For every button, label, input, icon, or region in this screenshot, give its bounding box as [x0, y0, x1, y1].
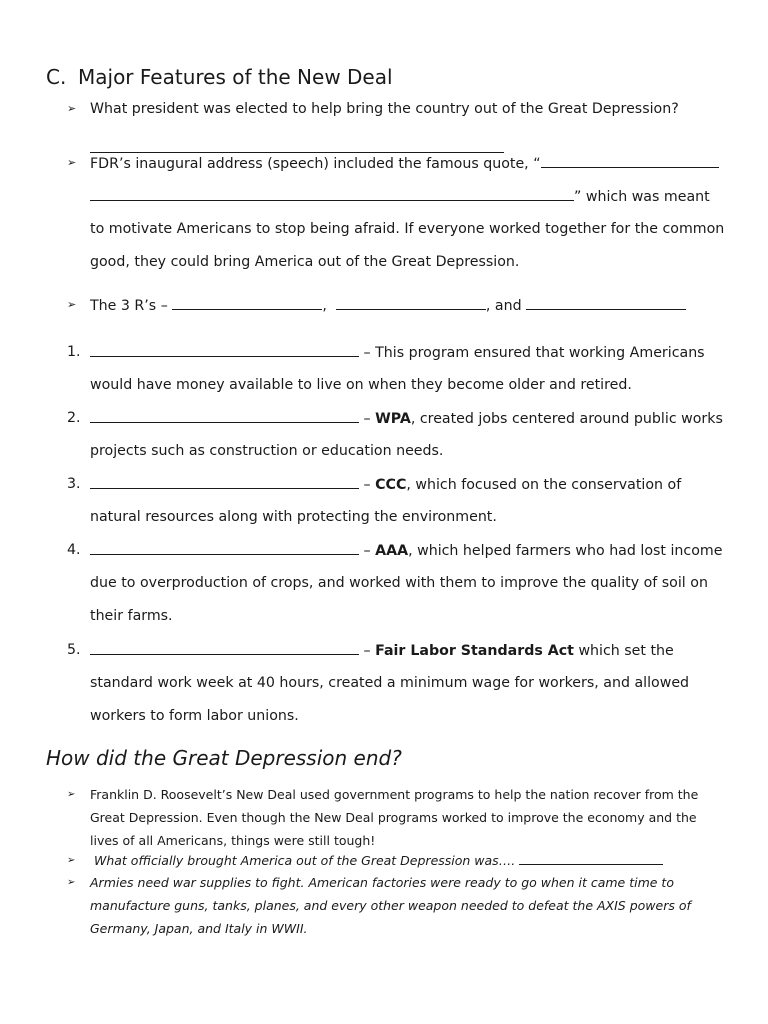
arrow-bullet-icon: ➢ [67, 877, 76, 888]
question-president: What president was elected to help bring the country out of the Great Depression? [90, 101, 679, 117]
answer-blank-r3[interactable] [526, 295, 686, 310]
end-p3-line2: manufacture guns, tanks, planes, and every other weapon needed to defeat the AXIS powers of [90, 898, 691, 913]
program-5-line1: – Fair Labor Standards Act which set the [90, 640, 674, 661]
section-title: Major Features of the New Deal [78, 65, 393, 89]
program-1-line1: – This program ensured that working Americans [90, 342, 705, 363]
program-4-line3: their farms. [90, 608, 173, 624]
program-acronym: WPA [375, 411, 411, 427]
arrow-bullet-icon: ➢ [67, 298, 77, 311]
program-number: 5. [67, 642, 81, 658]
program-number: 3. [67, 476, 81, 492]
program-2-line1: – WPA, created jobs centered around public works [90, 408, 723, 429]
program-3-line2: natural resources along with protecting the environment. [90, 509, 497, 525]
program-number: 4. [67, 542, 81, 558]
answer-blank-r1[interactable] [172, 295, 322, 310]
end-question: What officially brought America out of the Great Depression was…. [90, 852, 663, 870]
question-three-rs: The 3 R’s – , , and [90, 295, 686, 316]
answer-blank-program-3[interactable] [90, 474, 359, 489]
section-c-heading [46, 64, 393, 90]
question-quote-line1: FDR’s inaugural address (speech) included the famous quote, “ [90, 153, 719, 174]
section-end-heading: How did the Great Depression end? [46, 746, 402, 770]
answer-blank-program-4[interactable] [90, 540, 359, 555]
end-p3-line3: Germany, Japan, and Italy in WWII. [90, 921, 308, 936]
answer-blank-program-1[interactable] [90, 342, 359, 357]
program-number: 1. [67, 344, 81, 360]
answer-blank-quote-start[interactable] [541, 153, 719, 168]
arrow-bullet-icon: ➢ [67, 102, 77, 115]
program-5-line2: standard work week at 40 hours, created a minimum wage for workers, and allowed [90, 675, 690, 691]
answer-blank-program-5[interactable] [90, 640, 359, 655]
program-3-line1: – CCC, which focused on the conservation of [90, 474, 681, 495]
question-quote-line2: ” which was meant [90, 186, 710, 207]
answer-blank-r2[interactable] [336, 295, 486, 310]
answer-blank-program-2[interactable] [90, 408, 359, 423]
end-p1-line2: Great Depression. Even though the New Deal programs worked to improve the economy and the [90, 810, 697, 825]
question-quote-line3: to motivate Americans to stop being afraid. If everyone worked together for the common [90, 221, 725, 237]
answer-blank-end[interactable] [519, 852, 663, 865]
program-4-line1: – AAA, which helped farmers who had lost income [90, 540, 722, 561]
program-number: 2. [67, 410, 81, 426]
end-p1-line1: Franklin D. Roosevelt’s New Deal used government programs to help the nation recover from the [90, 787, 699, 802]
arrow-bullet-icon: ➢ [67, 855, 76, 866]
answer-blank-quote-end[interactable] [90, 186, 574, 201]
end-p3-line1: Armies need war supplies to fight. American factories were ready to go when it came time to [90, 875, 674, 890]
question-quote-line4: good, they could bring America out of the Great Depression. [90, 254, 520, 270]
program-4-line2: due to overproduction of crops, and worked with them to improve the quality of soil on [90, 575, 708, 591]
end-p1-line3: lives of all Americans, things were still tough! [90, 833, 376, 848]
program-name: Fair Labor Standards Act [375, 643, 574, 659]
arrow-bullet-icon: ➢ [67, 156, 77, 169]
section-letter: C. [46, 65, 67, 89]
program-1-line2: would have money available to live on when they become older and retired. [90, 377, 632, 393]
program-acronym: CCC [375, 477, 407, 493]
arrow-bullet-icon: ➢ [67, 789, 76, 800]
program-acronym: AAA [375, 543, 409, 559]
program-5-line3: workers to form labor unions. [90, 708, 299, 724]
program-2-line2: projects such as construction or education needs. [90, 443, 444, 459]
